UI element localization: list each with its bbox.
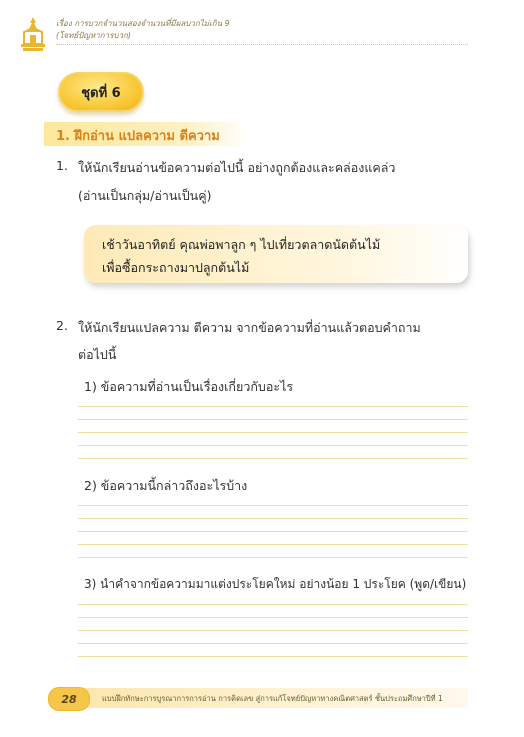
header-line-1: เรื่อง การบวกจำนวนสองจำนวนที่มีผลบวกไม่เกิน 9: [56, 19, 230, 28]
temple-emblem-icon: [18, 16, 48, 52]
passage-line-1: เช้าวันอาทิตย์ คุณพ่อพาลูก ๆ ไปเที่ยวตลาดนัดต้นไม้: [102, 237, 381, 252]
item-1-line-1: ให้นักเรียนอ่านข้อความต่อไปนี้ อย่างถูกต้องและคล่องแคล่ว: [78, 160, 396, 175]
reading-passage-box: [84, 225, 468, 283]
item-1-line-2: (อ่านเป็นกลุ่ม/อ่านเป็นคู่): [78, 188, 212, 203]
item-2-line-1: ให้นักเรียนแปลความ ตีความ จากข้อความที่อ่านแล้วตอบคำถาม: [78, 320, 421, 335]
header-line-2: (โจทย์ปัญหาการบวก): [56, 31, 131, 40]
answer-lines-1[interactable]: [78, 394, 468, 459]
question-2: 2) ข้อความนี้กล่าวถึงอะไรบ้าง: [84, 478, 248, 493]
question-1: 1) ข้อความที่อ่านเป็นเรื่องเกี่ยวกับอะไร: [84, 379, 294, 394]
item-2-line-2: ต่อไปนี้: [78, 347, 117, 362]
passage-line-2: เพื่อซื้อกระถางมาปลูกต้นไม้: [102, 260, 250, 275]
item-1-number: 1.: [56, 158, 68, 173]
header-text: [56, 18, 230, 42]
answer-lines-3[interactable]: [78, 592, 468, 657]
question-3: 3) นำคำจากข้อความมาแต่งประโยคใหม่ อย่างน้อย 1 ประโยค (พูด/เขียน): [84, 577, 467, 591]
footer-text: แบบฝึกทักษะการบูรณาการการอ่าน การคิดเลข สู่การแก้โจทย์ปัญหาทางคณิตศาสตร์ ชั้นประถมศึกษาปีที่ 1: [102, 694, 443, 703]
header-divider: [56, 44, 468, 45]
item-2-number: 2.: [56, 318, 68, 333]
answer-lines-2[interactable]: [78, 493, 468, 558]
section-title: 1. ฝึกอ่าน แปลความ ตีความ: [56, 129, 220, 144]
set-badge: ชุดที่ 6: [58, 72, 144, 112]
page-number: 28: [48, 687, 90, 711]
